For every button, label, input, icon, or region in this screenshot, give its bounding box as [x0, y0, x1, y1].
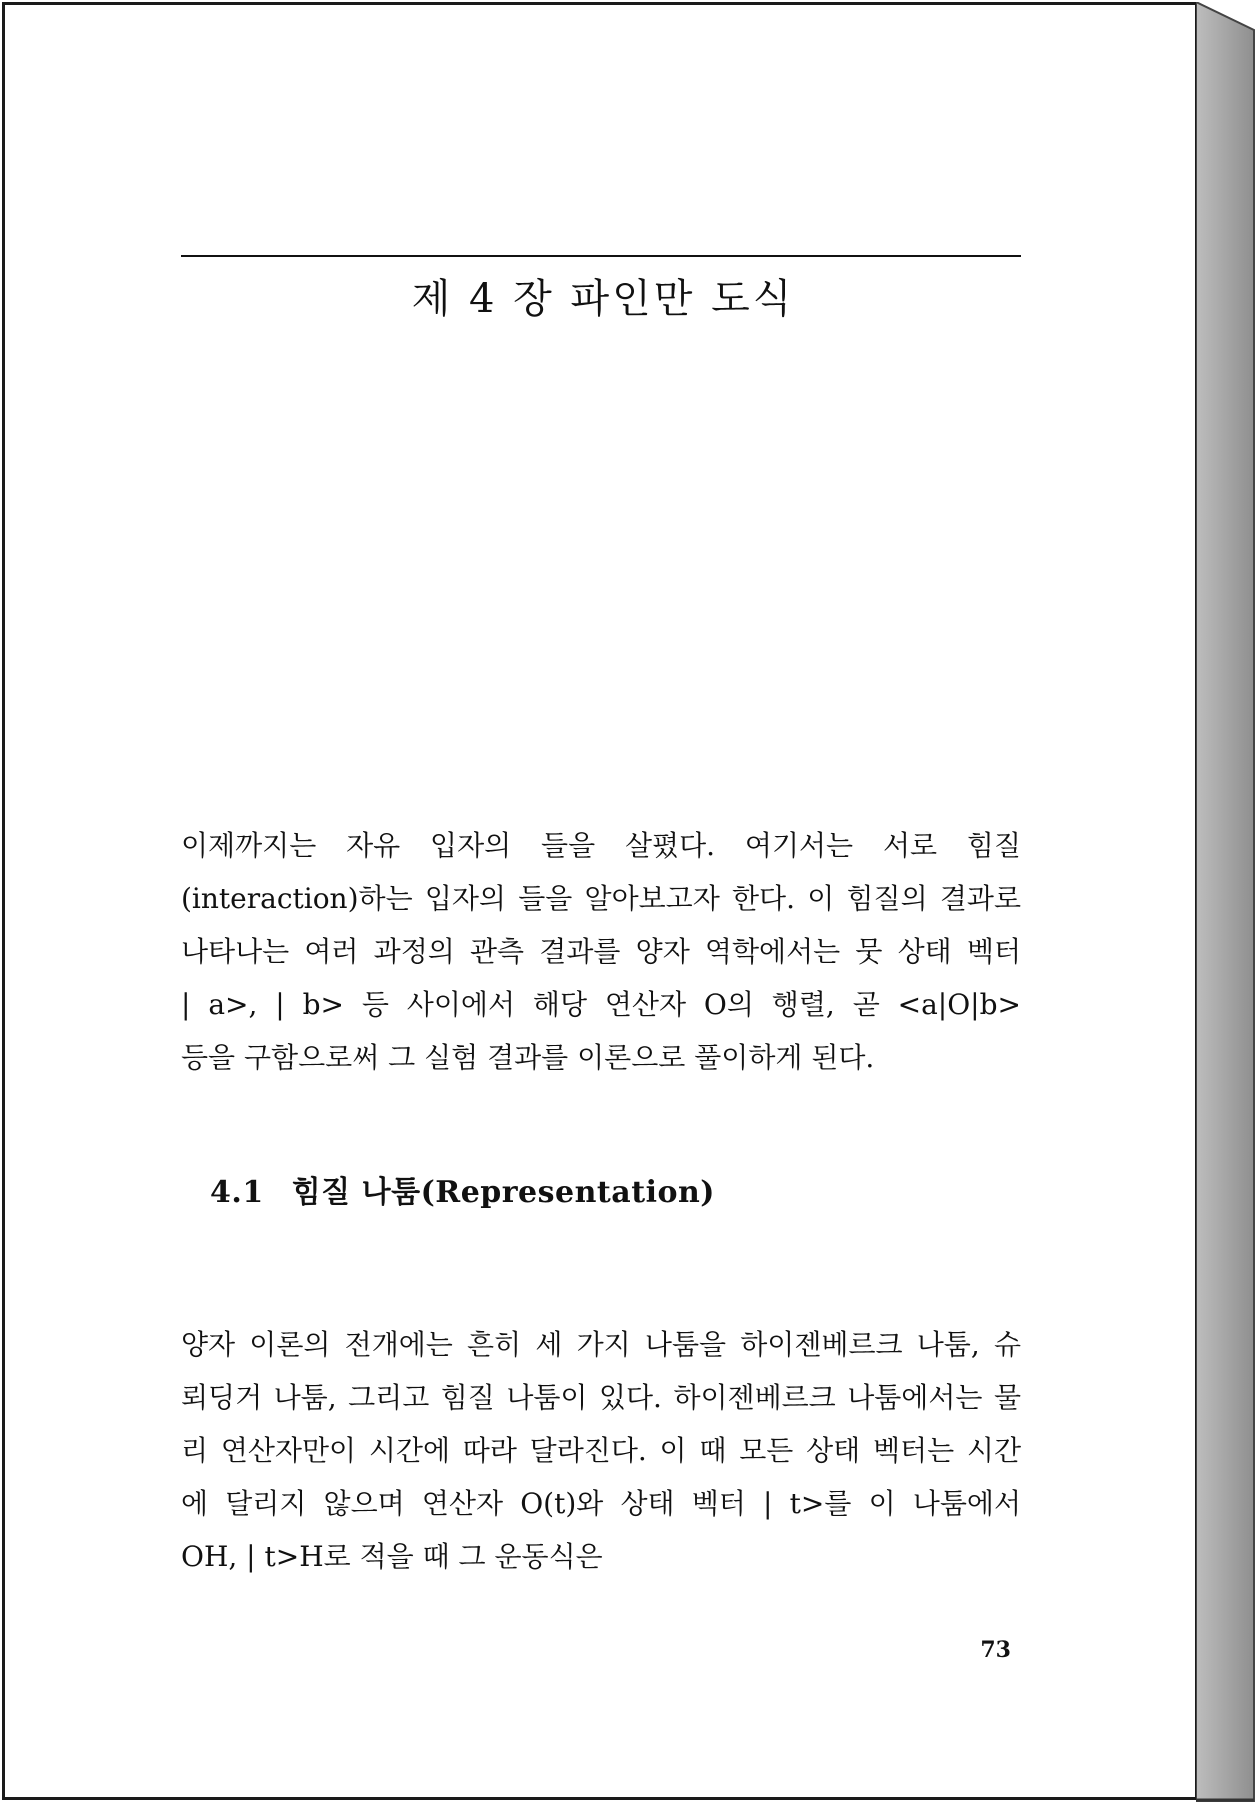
- section-line: OH, | t>H로 적을 때 그 운동식은: [181, 1540, 603, 1573]
- intro-line: | a>, | b> 등 사이에서 해당 연산자 O의 행렬, 곧 <a|O|b>: [181, 988, 1021, 1021]
- chapter-rule: [181, 255, 1021, 257]
- intro-line: 이제까지는 자유 입자의 들을 살폈다. 여기서는 서로 힘질: [181, 829, 1021, 862]
- intro-paragraph: [181, 819, 1021, 1084]
- section-line: 에 달리지 않으며 연산자 O(t)와 상태 벡터 | t>를 이 나툼에서: [181, 1487, 1021, 1520]
- section-paragraph: [181, 1318, 1021, 1583]
- page-stack-edge: [1196, 2, 1256, 1802]
- page-number: 73: [980, 1637, 1011, 1663]
- page: [2, 2, 1198, 1800]
- section-number: 4.1: [210, 1175, 264, 1210]
- intro-line: 나타나는 여러 과정의 관측 결과를 양자 역학에서는 뭇 상태 벡터: [181, 935, 1021, 968]
- section-line: 리 연산자만이 시간에 따라 달라진다. 이 때 모든 상태 벡터는 시간: [181, 1434, 1021, 1467]
- section-line: 양자 이론의 전개에는 흔히 세 가지 나툼을 하이젠베르크 나툼, 슈: [181, 1328, 1021, 1361]
- section-title: 힘질 나툼(Representation): [291, 1175, 716, 1210]
- chapter-title: 제 4 장 파인만 도식: [411, 276, 795, 322]
- section-line: 뢰딩거 나툼, 그리고 힘질 나툼이 있다. 하이젠베르크 나툼에서는 물: [181, 1381, 1021, 1414]
- intro-line: 등을 구함으로써 그 실험 결과를 이론으로 풀이하게 된다.: [181, 1041, 875, 1074]
- section-heading: [210, 1167, 715, 1211]
- intro-line: (interaction)하는 입자의 들을 알아보고자 한다. 이 힘질의 결과로: [181, 882, 1021, 915]
